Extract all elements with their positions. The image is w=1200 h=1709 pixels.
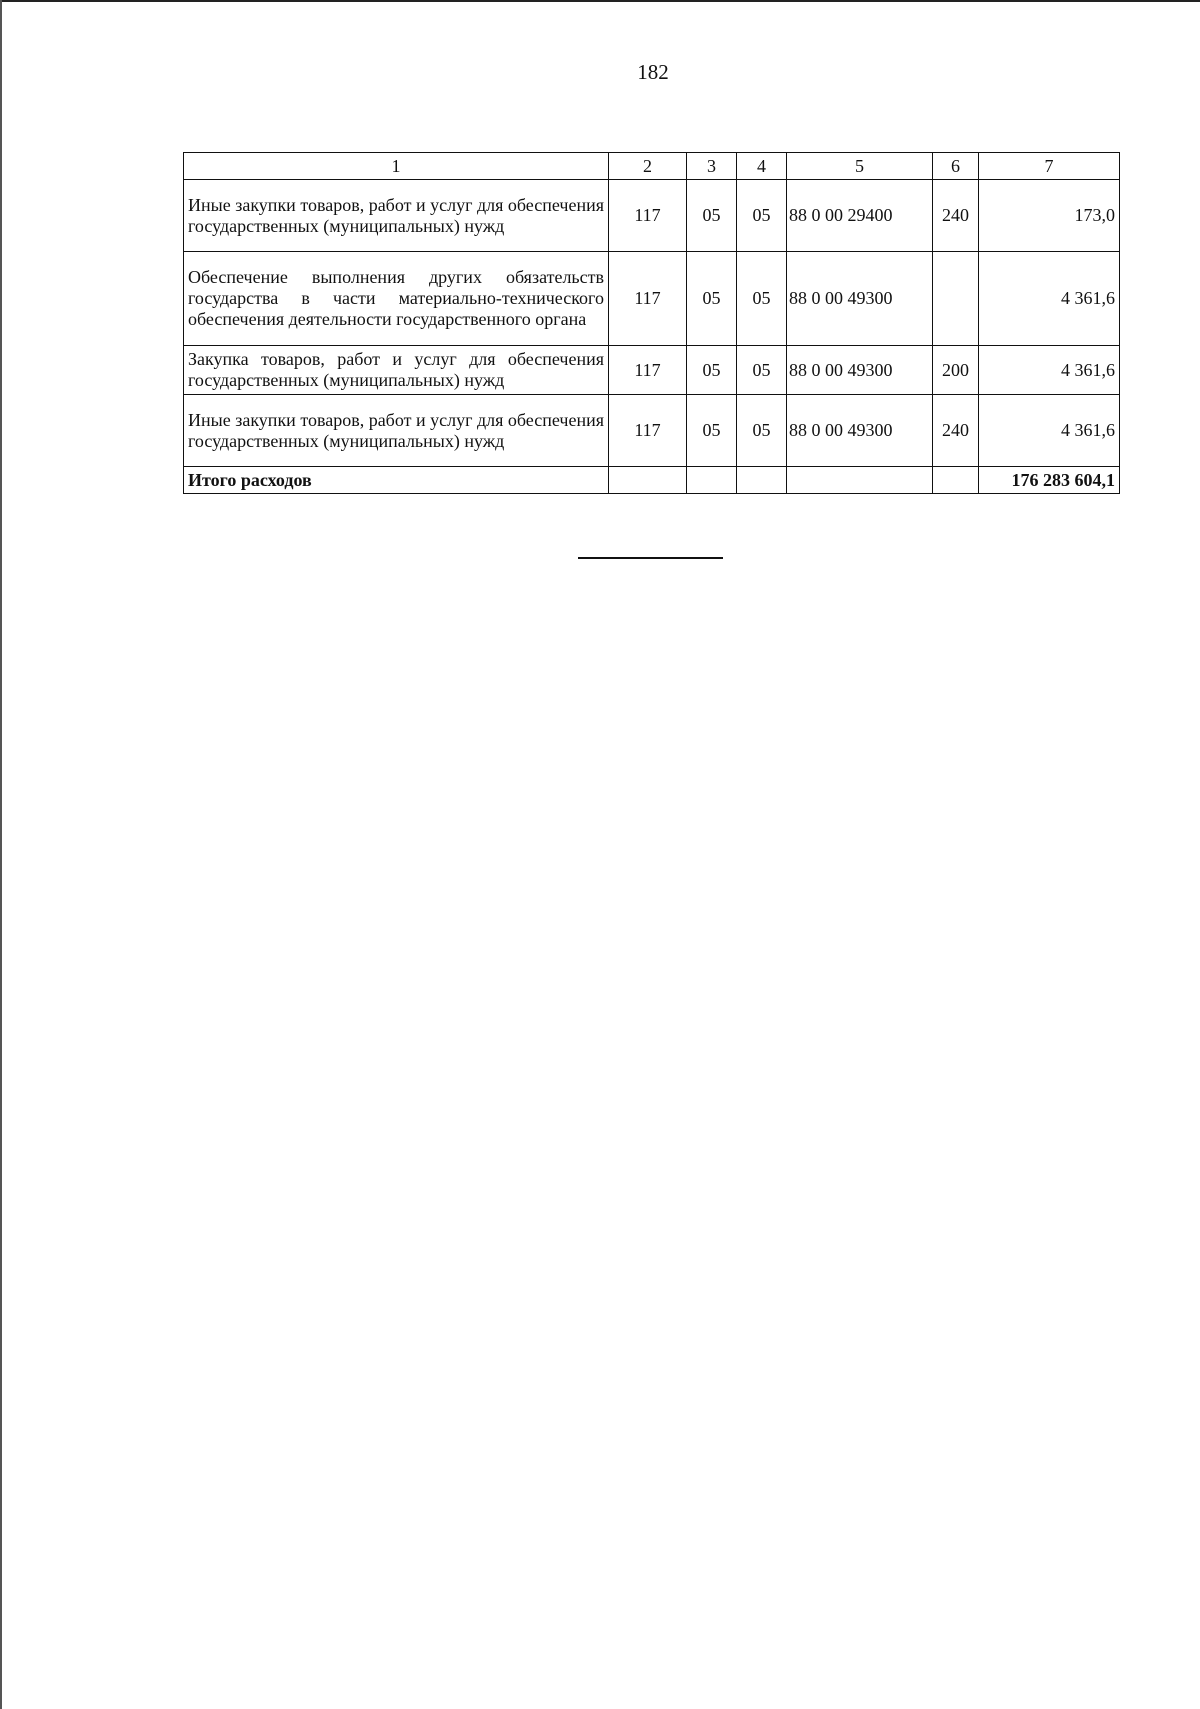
table-row: [184, 395, 1120, 467]
target-article-cell: 88 0 00 49300: [787, 252, 933, 346]
table-row: [184, 180, 1120, 252]
budget-table: [183, 152, 1120, 494]
amount-cell: 4 361,6: [979, 252, 1120, 346]
page-number: 182: [637, 60, 669, 84]
expense-type-cell: 200: [933, 346, 979, 395]
total-label: Итого расходов: [184, 467, 609, 494]
header-cell: 4: [737, 153, 787, 180]
expense-type-cell: 240: [933, 395, 979, 467]
code-cell: 117: [609, 395, 687, 467]
amount-cell: 4 361,6: [979, 346, 1120, 395]
empty-cell: [609, 467, 687, 494]
empty-cell: [933, 467, 979, 494]
empty-cell: [737, 467, 787, 494]
code-cell: 117: [609, 346, 687, 395]
table-header-row: [184, 153, 1120, 180]
empty-cell: [787, 467, 933, 494]
page-top-edge: [0, 0, 1200, 2]
expense-type-cell: 240: [933, 180, 979, 252]
section-cell: 05: [687, 346, 737, 395]
code-cell: 117: [609, 180, 687, 252]
page-left-edge: [0, 0, 2, 1709]
header-cell: 7: [979, 153, 1120, 180]
subsection-cell: 05: [737, 180, 787, 252]
code-cell: 117: [609, 252, 687, 346]
subsection-cell: 05: [737, 346, 787, 395]
subsection-cell: 05: [737, 252, 787, 346]
target-article-cell: 88 0 00 29400: [787, 180, 933, 252]
expense-type-cell: [933, 252, 979, 346]
header-cell: 1: [184, 153, 609, 180]
end-divider-line: [578, 557, 723, 559]
total-value: 176 283 604,1: [979, 467, 1120, 494]
expense-name: Закупка товаров, работ и услуг для обеспечения государственных (муниципальных) нужд: [184, 346, 609, 395]
section-cell: 05: [687, 180, 737, 252]
header-cell: 6: [933, 153, 979, 180]
empty-cell: [687, 467, 737, 494]
total-row: [184, 467, 1120, 494]
expense-name: Иные закупки товаров, работ и услуг для обеспечения государственных (муниципальных) нужд: [184, 180, 609, 252]
target-article-cell: 88 0 00 49300: [787, 346, 933, 395]
section-cell: 05: [687, 395, 737, 467]
header-cell: 3: [687, 153, 737, 180]
amount-cell: 4 361,6: [979, 395, 1120, 467]
expense-name: Иные закупки товаров, работ и услуг для обеспечения государственных (муниципальных) нужд: [184, 395, 609, 467]
amount-cell: 173,0: [979, 180, 1120, 252]
header-cell: 2: [609, 153, 687, 180]
expense-name: Обеспечение выполнения других обязательств государства в части материально-технического обеспечения деятельности государственного органа: [184, 252, 609, 346]
target-article-cell: 88 0 00 49300: [787, 395, 933, 467]
section-cell: 05: [687, 252, 737, 346]
table-row: [184, 346, 1120, 395]
header-cell: 5: [787, 153, 933, 180]
table-row: [184, 252, 1120, 346]
subsection-cell: 05: [737, 395, 787, 467]
